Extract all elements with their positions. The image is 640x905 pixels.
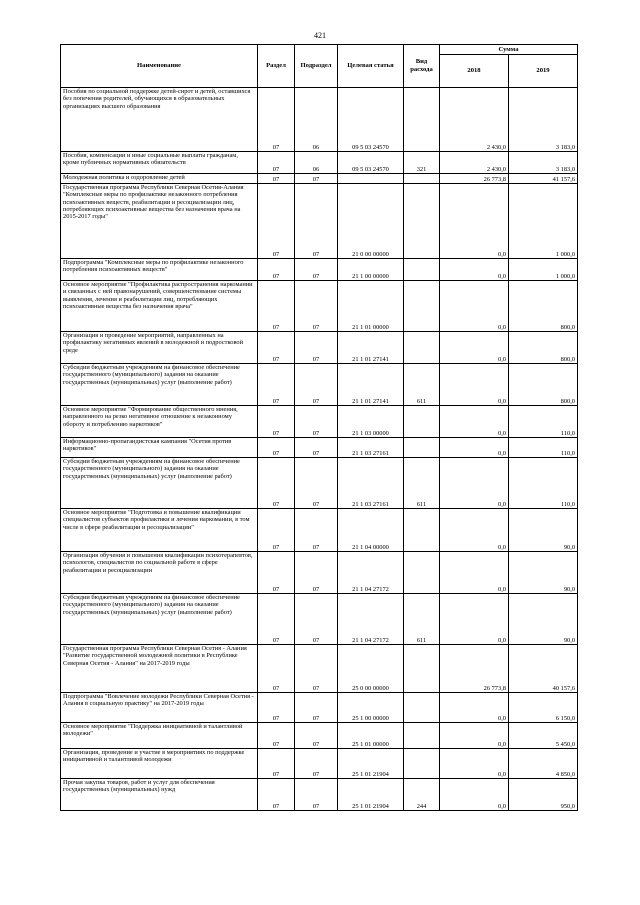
row-section: 07 <box>258 364 295 406</box>
row-section: 07 <box>258 281 295 332</box>
row-amount-2019: 110,0 <box>509 438 578 458</box>
row-name: Молодежная политика и оздоровление детей <box>61 174 258 184</box>
row-expense-type <box>404 88 440 152</box>
row-section: 07 <box>258 509 295 552</box>
header-year-2018: 2018 <box>440 55 509 88</box>
row-expense-type <box>404 281 440 332</box>
row-section: 07 <box>258 779 295 811</box>
row-amount-2018: 0,0 <box>440 723 509 749</box>
row-subsection: 07 <box>295 438 338 458</box>
table-header <box>61 45 578 88</box>
row-subsection: 07 <box>295 458 338 509</box>
row-target-article: 21 1 03 00000 <box>338 406 404 438</box>
row-subsection: 07 <box>295 332 338 364</box>
row-name: Информационно-пропагандистская кампания "Осетия против наркотиков" <box>61 438 258 458</box>
row-target-article: 21 1 03 27161 <box>338 438 404 458</box>
row-target-article: 25 1 00 00000 <box>338 693 404 723</box>
row-section: 07 <box>258 174 295 184</box>
row-expense-type <box>404 509 440 552</box>
row-subsection: 07 <box>295 174 338 184</box>
row-expense-type <box>404 723 440 749</box>
row-amount-2019: 6 150,0 <box>509 693 578 723</box>
row-amount-2019: 3 183,0 <box>509 152 578 174</box>
row-amount-2019: 90,0 <box>509 552 578 594</box>
table-row <box>61 723 578 749</box>
row-subsection: 07 <box>295 552 338 594</box>
row-expense-type <box>404 438 440 458</box>
row-subsection: 07 <box>295 749 338 779</box>
row-name: Организация и проведение мероприятий, направленных на профилактику негативных явлений в молодежной и подростковой среде <box>61 332 258 364</box>
row-amount-2018: 0,0 <box>440 749 509 779</box>
table-row <box>61 184 578 259</box>
row-target-article: 21 1 04 00000 <box>338 509 404 552</box>
header-expense-type: Вид расхода <box>404 45 440 88</box>
row-subsection: 07 <box>295 281 338 332</box>
page-number: 421 <box>314 31 326 40</box>
table-row <box>61 259 578 281</box>
row-subsection: 07 <box>295 693 338 723</box>
row-subsection: 07 <box>295 645 338 693</box>
row-name: Государственная программа Республики Северная Осетия - Алания "Развитие государственной молодежной политики в Республике Северная Осетия - Алания" на 2017-2019 годы <box>61 645 258 693</box>
row-amount-2018: 26 773,8 <box>440 645 509 693</box>
row-subsection: 07 <box>295 723 338 749</box>
row-amount-2018: 0,0 <box>440 552 509 594</box>
row-section: 07 <box>258 723 295 749</box>
row-expense-type <box>404 259 440 281</box>
table-row <box>61 594 578 645</box>
header-subsection: Подраздел <box>295 45 338 88</box>
row-subsection: 07 <box>295 779 338 811</box>
row-amount-2018: 0,0 <box>440 184 509 259</box>
header-name: Наименование <box>61 45 258 88</box>
row-name: Прочая закупка товаров, работ и услуг для обеспечения государственных (муниципальных) нужд <box>61 779 258 811</box>
row-expense-type: 611 <box>404 364 440 406</box>
row-amount-2019: 40 157,6 <box>509 645 578 693</box>
row-name: Подпрограмма "Комплексные меры по профилактике незаконного потребления психоактивных веществ" <box>61 259 258 281</box>
row-amount-2018: 0,0 <box>440 332 509 364</box>
table-body <box>61 88 578 811</box>
row-amount-2018: 0,0 <box>440 779 509 811</box>
row-expense-type: 611 <box>404 594 440 645</box>
header-section: Раздел <box>258 45 295 88</box>
table-row <box>61 281 578 332</box>
row-name: Субсидии бюджетным учреждениям на финансовое обеспечение государственного (муниципального) задания на оказание государственных (муниципальных) услуг (выполнение работ) <box>61 594 258 645</box>
row-amount-2019: 41 157,6 <box>509 174 578 184</box>
table-row <box>61 174 578 184</box>
row-name: Субсидии бюджетным учреждениям на финансовое обеспечение государственного (муниципального) задания на оказание государственных (муниципальных) услуг (выполнение работ) <box>61 458 258 509</box>
row-amount-2019: 110,0 <box>509 458 578 509</box>
row-amount-2019: 5 450,0 <box>509 723 578 749</box>
row-amount-2018: 2 430,0 <box>440 88 509 152</box>
row-section: 07 <box>258 552 295 594</box>
row-section: 07 <box>258 594 295 645</box>
row-section: 07 <box>258 332 295 364</box>
row-amount-2019: 4 850,0 <box>509 749 578 779</box>
row-amount-2019: 110,0 <box>509 406 578 438</box>
row-section: 07 <box>258 184 295 259</box>
row-name: Основное мероприятие "Подготовка и повышение квалификации специалистов субъектов профилактики и лечения наркомании, в том числе в сфере реабилитации и ресоциализации" <box>61 509 258 552</box>
table-row <box>61 693 578 723</box>
row-expense-type <box>404 406 440 438</box>
row-name: Организация, проведение и участие в мероприятиях по поддержке инициативной и талантливой молодежи <box>61 749 258 779</box>
row-amount-2018: 2 430,0 <box>440 152 509 174</box>
row-amount-2018: 0,0 <box>440 509 509 552</box>
row-amount-2019: 90,0 <box>509 509 578 552</box>
row-amount-2018: 0,0 <box>440 438 509 458</box>
row-amount-2019: 800,0 <box>509 281 578 332</box>
row-section: 07 <box>258 406 295 438</box>
row-name: Государственная программа Республики Северная Осетия-Алания "Комплексные меры по профилактике незаконного потребления психоактивных веществ, реабилитации и ресоциализации лиц, потребляющих психоактивные вещества без назначения врача на 2015-2017 годы" <box>61 184 258 259</box>
row-amount-2018: 0,0 <box>440 281 509 332</box>
row-subsection: 07 <box>295 406 338 438</box>
row-expense-type <box>404 552 440 594</box>
row-name: Организация обучения и повышения квалификации психотерапевтов, психологов, специалистов по социальной работе в сфере реабилитации и ресоциализации <box>61 552 258 594</box>
row-subsection: 07 <box>295 364 338 406</box>
row-target-article: 21 0 00 00000 <box>338 184 404 259</box>
row-section: 07 <box>258 88 295 152</box>
row-expense-type <box>404 749 440 779</box>
row-subsection: 07 <box>295 509 338 552</box>
row-amount-2018: 0,0 <box>440 458 509 509</box>
table-row <box>61 509 578 552</box>
row-name: Основное мероприятие "Поддержка инициативной и талантливой молодежи" <box>61 723 258 749</box>
row-amount-2019: 800,0 <box>509 364 578 406</box>
row-expense-type <box>404 174 440 184</box>
table-row <box>61 88 578 152</box>
row-amount-2019: 800,0 <box>509 332 578 364</box>
row-name: Субсидии бюджетным учреждениям на финансовое обеспечение государственного (муниципального) задания на оказание государственных (муниципальных) услуг (выполнение работ) <box>61 364 258 406</box>
row-target-article: 21 1 01 27141 <box>338 364 404 406</box>
row-expense-type <box>404 332 440 364</box>
row-name: Основное мероприятие "Профилактика распространения наркомании и связанных с ней правонарушений, совершенствование системы выявления, лечения и реабилитации лиц, потребляющих психоактивные вещества без назначения врача" <box>61 281 258 332</box>
row-target-article: 09 5 03 24570 <box>338 152 404 174</box>
row-expense-type: 611 <box>404 458 440 509</box>
row-name: Пособия по социальной поддержке детей-сирот и детей, оставшихся без попечения родителей, обучающихся в образовательных организациях высшего образования <box>61 88 258 152</box>
row-target-article <box>338 174 404 184</box>
row-target-article: 25 1 01 00000 <box>338 723 404 749</box>
row-expense-type <box>404 645 440 693</box>
row-amount-2018: 0,0 <box>440 594 509 645</box>
row-subsection: 07 <box>295 259 338 281</box>
header-target-article: Целевая статья <box>338 45 404 88</box>
table-row <box>61 458 578 509</box>
row-target-article: 21 1 03 27161 <box>338 458 404 509</box>
row-subsection: 06 <box>295 152 338 174</box>
table-row <box>61 552 578 594</box>
row-expense-type: 244 <box>404 779 440 811</box>
row-section: 07 <box>258 152 295 174</box>
row-amount-2019: 3 183,0 <box>509 88 578 152</box>
row-subsection: 07 <box>295 184 338 259</box>
row-name: Подпрограмма "Вовлечение молодежи Республики Северная Осетия - Алания в социальную практику" на 2017-2019 годы <box>61 693 258 723</box>
row-target-article: 21 1 04 27172 <box>338 552 404 594</box>
row-expense-type <box>404 693 440 723</box>
row-amount-2019: 1 000,0 <box>509 259 578 281</box>
row-name: Пособия, компенсации и иные социальные выплаты гражданам, кроме публичных нормативных обязательств <box>61 152 258 174</box>
row-subsection: 06 <box>295 88 338 152</box>
row-amount-2019: 1 000,0 <box>509 184 578 259</box>
row-section: 07 <box>258 438 295 458</box>
row-target-article: 25 1 01 21904 <box>338 779 404 811</box>
row-section: 07 <box>258 645 295 693</box>
row-amount-2018: 0,0 <box>440 693 509 723</box>
header-sum: Сумма <box>440 45 578 55</box>
table-row <box>61 749 578 779</box>
row-target-article: 25 1 01 21904 <box>338 749 404 779</box>
row-amount-2018: 0,0 <box>440 364 509 406</box>
table-row <box>61 779 578 811</box>
table-row <box>61 332 578 364</box>
row-expense-type <box>404 184 440 259</box>
budget-table <box>60 44 578 811</box>
table-row <box>61 645 578 693</box>
row-amount-2019: 90,0 <box>509 594 578 645</box>
row-section: 07 <box>258 458 295 509</box>
table-row <box>61 406 578 438</box>
row-target-article: 21 1 04 27172 <box>338 594 404 645</box>
row-name: Основное мероприятие "Формирование общественного мнения, направленного на резко негативное отношение к незаконному обороту и потреблению наркотиков" <box>61 406 258 438</box>
row-target-article: 21 1 00 00000 <box>338 259 404 281</box>
table-row <box>61 364 578 406</box>
row-subsection: 07 <box>295 594 338 645</box>
row-target-article: 25 0 00 00000 <box>338 645 404 693</box>
row-section: 07 <box>258 259 295 281</box>
row-amount-2018: 26 773,8 <box>440 174 509 184</box>
row-section: 07 <box>258 749 295 779</box>
row-amount-2019: 950,0 <box>509 779 578 811</box>
row-amount-2018: 0,0 <box>440 259 509 281</box>
row-target-article: 09 5 03 24570 <box>338 88 404 152</box>
row-target-article: 21 1 01 27141 <box>338 332 404 364</box>
row-amount-2018: 0,0 <box>440 406 509 438</box>
row-expense-type: 321 <box>404 152 440 174</box>
row-section: 07 <box>258 693 295 723</box>
header-year-2019: 2019 <box>509 55 578 88</box>
row-target-article: 21 1 01 00000 <box>338 281 404 332</box>
table-row <box>61 438 578 458</box>
table-row <box>61 152 578 174</box>
